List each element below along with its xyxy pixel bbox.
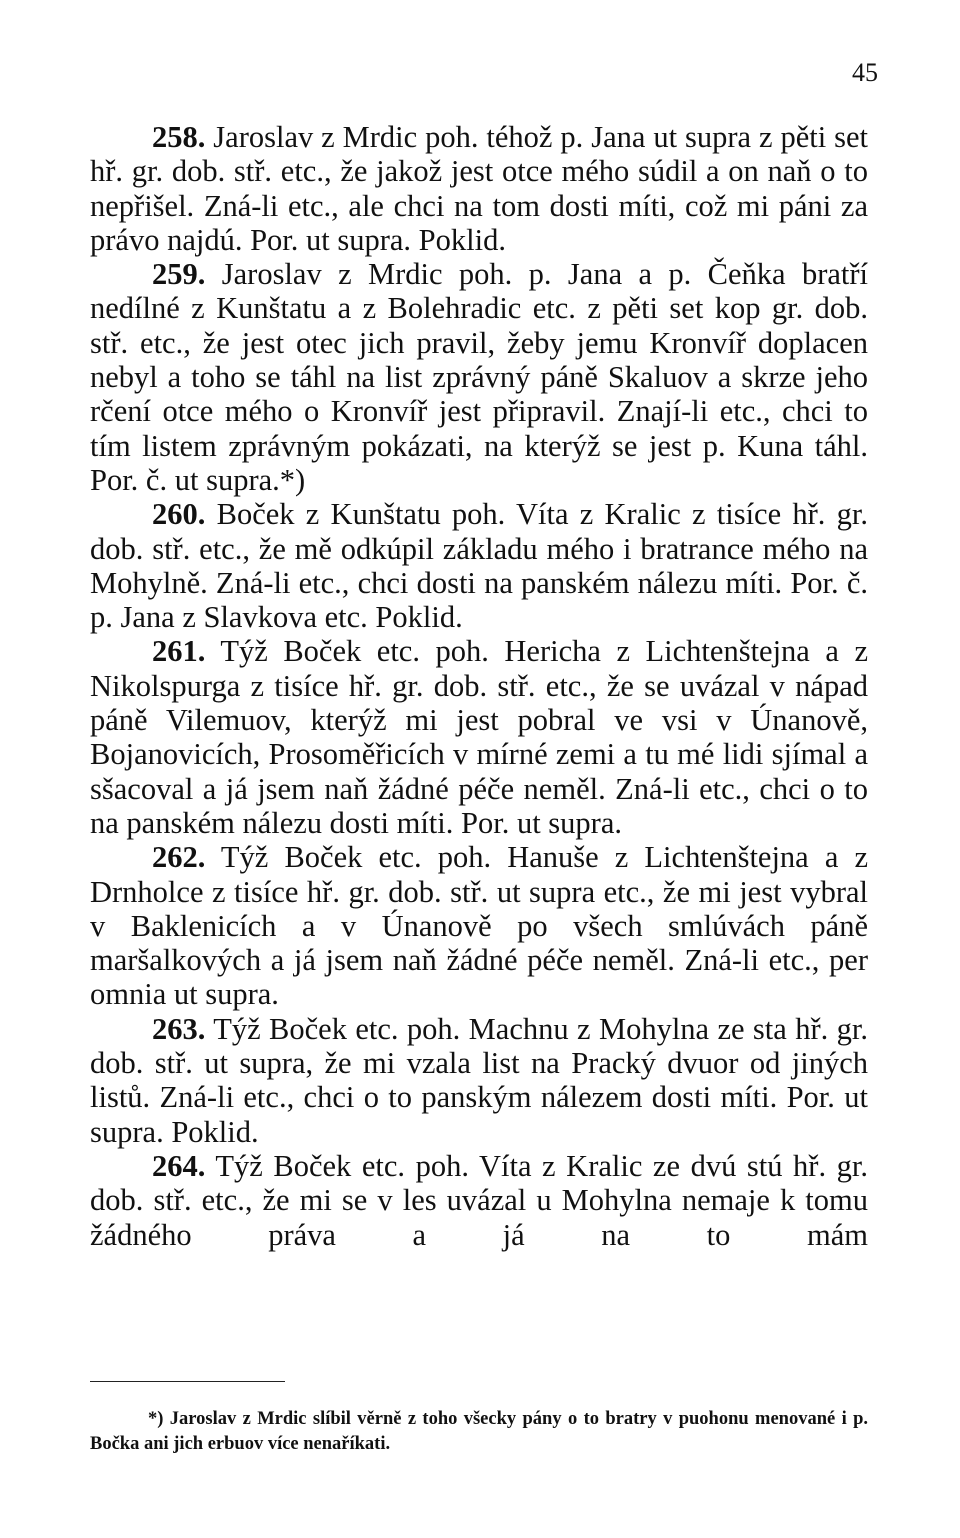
entry-number: 261.: [152, 634, 206, 669]
entry-262: [90, 840, 868, 1011]
entry-number: 258.: [152, 120, 206, 154]
body-text: [90, 120, 868, 1252]
entry-263: [90, 1012, 868, 1149]
entry-number: 263.: [152, 1011, 206, 1046]
entry-text: Týž Boček etc. poh. Hanuše z Lichtenštejna a z Drnholce z tisíce hř. gr. dob. stř. ut supra etc., že mi jest vybral v Baklenicích a v Únanově po všech smlúvách páně maršalkových a já jsem naň žádné péče neměl. Zná-li etc., per omnia ut supra.: [90, 840, 868, 1012]
entry-text: Boček z Kunštatu poh. Víta z Kralic z tisíce hř. gr. dob. stř. etc., že mě odkúpil základu mého i bratrance mého na Mohylně. Zná-li etc., chci dosti na panském nálezu míti. Por. č. p. Jana z Slavkova etc. Poklid.: [90, 497, 868, 635]
entry-258: [90, 120, 868, 257]
entry-number: 259.: [152, 257, 206, 292]
entry-264: [90, 1149, 868, 1252]
entry-text: Týž Boček etc. poh. Víta z Kralic ze dvú stú hř. gr. dob. stř. etc., že mi se v les uvázal u Mohylna nemaje k tomu žádného práva a já na to mám: [90, 1148, 868, 1252]
entry-number: 264.: [152, 1148, 206, 1183]
entry-text: Jaroslav z Mrdic poh. téhož p. Jana ut supra z pěti set hř. gr. dob. stř. etc., že jakož jest otce mého súdil a on naň o to nepřišel. Zná-li etc., ale chci na tom dosti míti, což mi páni za právo najdú. Por. ut supra. Poklid.: [90, 120, 868, 257]
entry-259: [90, 257, 868, 497]
entry-261: [90, 634, 868, 840]
entry-text: Týž Boček etc. poh. Hericha z Lichtenštejna a z Nikolspurga z tisíce hř. gr. dob. stř. etc., že se uvázal v nápad páně Vilemuov, kterýž mi jest pobral ve vsi v Únanově, Bojanovicích, Prosoměřicích v mírné zemi a tu mé lidi sjímal a sšacoval a já jsem naň žádné péče neměl. Zná-li etc., chci o to na panském nálezu dosti míti. Por. ut supra.: [90, 634, 868, 840]
entry-number: 262.: [152, 840, 206, 875]
entry-number: 260.: [152, 497, 206, 532]
entry-text: Týž Boček etc. poh. Machnu z Mohylna ze sta hř. gr. dob. stř. ut supra, že mi vzala list na Pracký dvuor od jiných listů. Zná-li etc., chci o to panským nálezem dosti míti. Por. ut supra. Poklid.: [90, 1011, 868, 1149]
footnote-rule: [90, 1381, 285, 1382]
entry-text: Jaroslav z Mrdic poh. p. Jana a p. Čeňka bratří nedílné z Kunštatu a z Bolehradic etc. z pěti set kop gr. dob. stř. etc., že jest otec jich pravil, žeby jemu Kronvíř doplacen nebyl a toho se táhl na list zprávný páně Skaluov a skrze jeho rčení otce mého o Kronvíř jest připravil. Znají-li etc., chci to tím listem zprávným pokázati, na kterýž se jest p. Kuna táhl. Por. č. ut supra.*): [90, 257, 868, 497]
footnote: *) Jaroslav z Mrdic slíbil věrně z toho všecky pány o to bratry v puohonu menované i p. Bočka ani jich erbuov více nenaříkati.: [90, 1409, 868, 1454]
page-number: 45: [852, 58, 878, 87]
entry-260: [90, 497, 868, 634]
